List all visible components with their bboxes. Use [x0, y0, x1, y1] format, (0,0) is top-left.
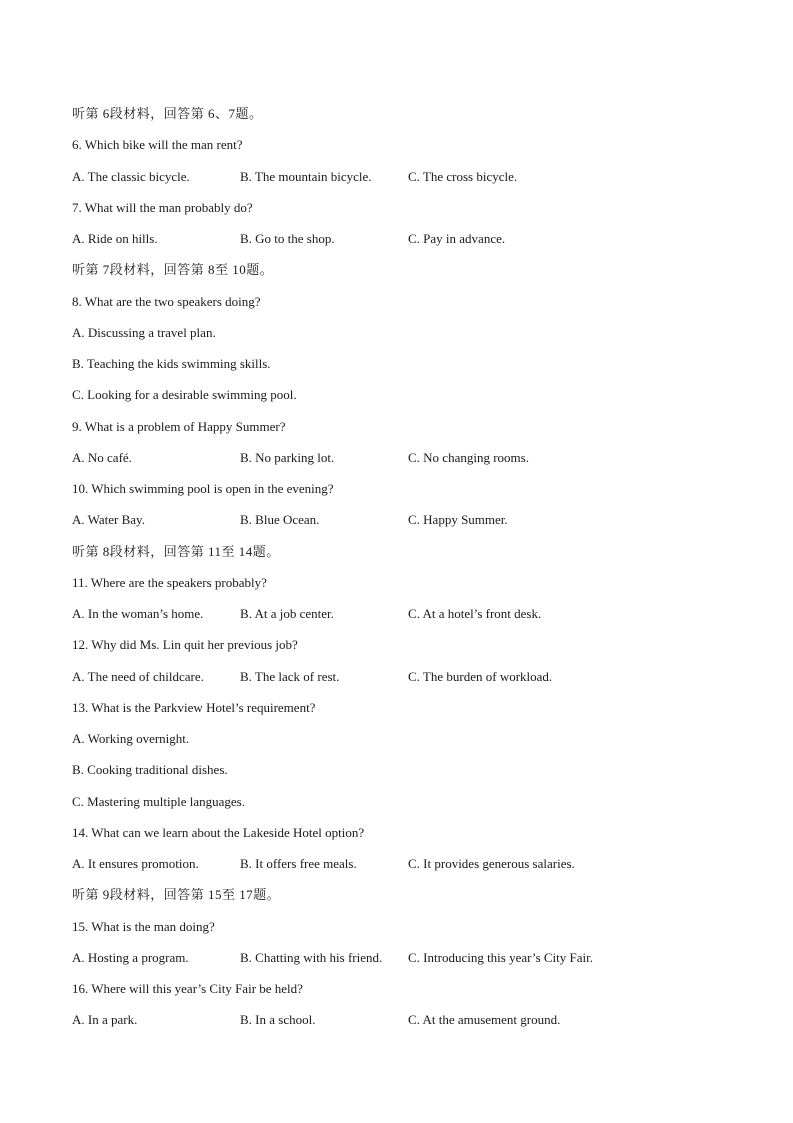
question-text: 8. What are the two speakers doing? [72, 293, 261, 309]
answer-options-row [72, 167, 732, 198]
answer-option-line: B. Teaching the kids swimming skills. [72, 356, 271, 371]
answer-option-line: A. Discussing a travel plan. [72, 324, 216, 340]
question-text: 15. What is the man doing? [72, 918, 215, 934]
answer-options-row [72, 854, 732, 885]
answer-option-c: C. The burden of workload. [408, 668, 553, 684]
question-text: 12. Why did Ms. Lin quit her previous job? [72, 637, 298, 653]
question-text: 11. Where are the speakers probably? [72, 574, 267, 590]
answer-option-line: B. Cooking traditional dishes. [72, 762, 228, 778]
answer-option-c: C. It provides generous salaries. [408, 856, 575, 871]
answer-options-row [72, 1010, 732, 1041]
answer-option-a: A. The classic bicycle. [72, 168, 190, 184]
answer-option-a: A. Water Bay. [72, 512, 145, 528]
answer-option-a: A. In a park. [72, 1012, 138, 1028]
answer-option-b: B. At a job center. [240, 606, 334, 621]
answer-option-b: B. Chatting with his friend. [240, 949, 383, 965]
section-instruction: 听第 6段材料，回答第 6、7题。 [72, 106, 263, 121]
question-text: 13. What is the Parkview Hotel’s requirement? [72, 699, 316, 715]
answer-option-a: A. No café. [72, 449, 132, 465]
answer-options-row [72, 948, 732, 979]
answer-option-a: A. Ride on hills. [72, 231, 158, 246]
exam-page [72, 104, 732, 1042]
answer-option-b: B. Go to the shop. [240, 231, 335, 246]
answer-option-b: B. In a school. [240, 1012, 316, 1028]
answer-option-a: A. It ensures promotion. [72, 856, 199, 871]
answer-option-c: C. At a hotel’s front desk. [408, 606, 542, 621]
section-instruction: 听第 7段材料，回答第 8至 10题。 [72, 262, 274, 278]
question-text: 16. Where will this year’s City Fair be held? [72, 981, 303, 996]
answer-options-row [72, 667, 732, 698]
answer-options-row [72, 604, 732, 635]
answer-option-line: C. Looking for a desirable swimming pool. [72, 387, 297, 403]
answer-option-a: A. The need of childcare. [72, 668, 204, 684]
answer-option-line: C. Mastering multiple languages. [72, 793, 245, 809]
answer-options-row [72, 229, 732, 260]
answer-option-c: C. At the amusement ground. [408, 1012, 561, 1028]
answer-option-b: B. It offers free meals. [240, 856, 357, 871]
question-text: 9. What is a problem of Happy Summer? [72, 418, 286, 434]
answer-option-line: A. Working overnight. [72, 731, 190, 746]
answer-option-a: A. Hosting a program. [72, 949, 189, 965]
answer-option-b: B. The lack of rest. [240, 668, 340, 684]
answer-option-a: A. In the woman’s home. [72, 606, 204, 621]
question-text: 6. Which bike will the man rent? [72, 137, 243, 153]
answer-option-c: C. Happy Summer. [408, 512, 508, 528]
answer-options-row [72, 448, 732, 479]
answer-option-c: C. No changing rooms. [408, 449, 529, 465]
answer-option-b: B. No parking lot. [240, 449, 335, 465]
answer-option-b: B. Blue Ocean. [240, 512, 320, 528]
answer-options-row [72, 510, 732, 541]
question-text: 10. Which swimming pool is open in the evening? [72, 481, 334, 496]
section-instruction: 听第 9段材料，回答第 15至 17题。 [72, 887, 281, 903]
question-text: 7. What will the man probably do? [72, 199, 253, 215]
answer-option-c: C. Introducing this year’s City Fair. [408, 949, 593, 965]
answer-option-c: C. Pay in advance. [408, 231, 506, 246]
answer-option-b: B. The mountain bicycle. [240, 168, 372, 184]
section-instruction: 听第 8段材料，回答第 11至 14题。 [72, 543, 280, 559]
answer-option-c: C. The cross bicycle. [408, 168, 518, 184]
question-text: 14. What can we learn about the Lakeside Hotel option? [72, 824, 365, 840]
